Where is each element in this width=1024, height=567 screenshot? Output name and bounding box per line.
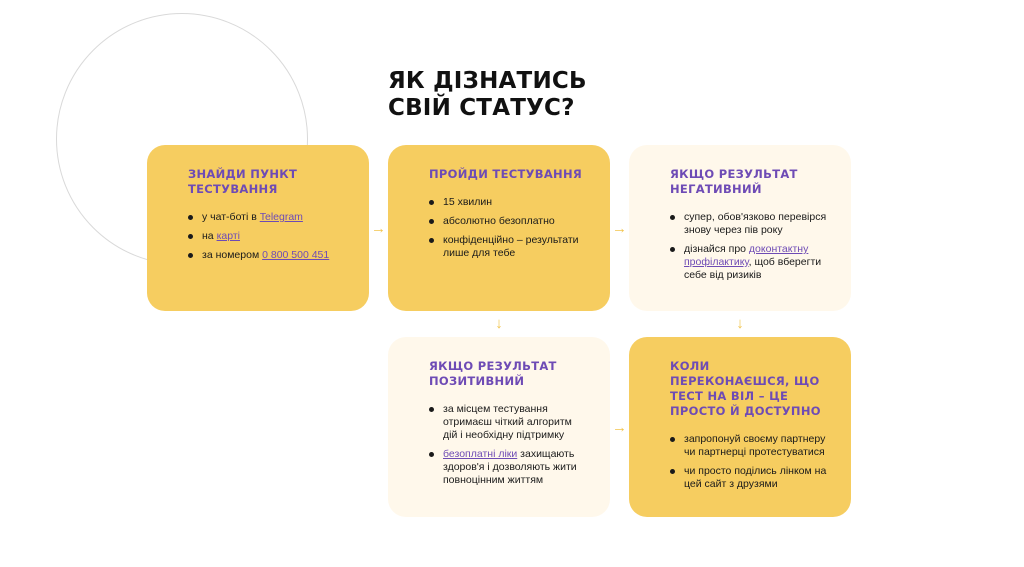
- card-take-test: [388, 145, 610, 311]
- free-medicine-link[interactable]: безоплатні ліки: [443, 448, 518, 460]
- card-negative-result: [629, 145, 851, 311]
- card-list: [429, 403, 586, 487]
- card-heading: ЯКЩО РЕЗУЛЬТАТ ПОЗИТИВНИЙ: [429, 359, 557, 388]
- list-item: 15 хвилин: [429, 196, 586, 209]
- card-positive-result: [388, 337, 610, 517]
- list-item: на карті: [188, 230, 345, 243]
- card-heading: ПРОЙДИ ТЕСТУВАННЯ: [429, 167, 583, 181]
- prep-link[interactable]: доконтактну профілактику: [684, 243, 809, 268]
- arrow-right-icon: →: [612, 419, 627, 436]
- list-item: абсолютно безоплатно: [429, 215, 586, 228]
- arrow-down-icon: ↓: [495, 315, 503, 332]
- list-item: за місцем тестування отримаєш чіткий алгоритм дій і необхідну підтримку: [429, 403, 586, 442]
- card-heading: ЯКЩО РЕЗУЛЬТАТ НЕГАТИВНИЙ: [670, 167, 798, 196]
- map-link[interactable]: карті: [216, 230, 240, 242]
- arrow-right-icon: →: [612, 220, 627, 237]
- phone-link[interactable]: 0 800 500 451: [262, 249, 330, 261]
- arrow-down-icon: ↓: [736, 315, 744, 332]
- card-list: [670, 433, 827, 491]
- card-heading: ЗНАЙДИ ПУНКТ ТЕСТУВАННЯ: [188, 167, 298, 196]
- arrow-right-icon: →: [371, 220, 386, 237]
- telegram-link[interactable]: Telegram: [259, 211, 303, 223]
- list-item: чи просто поділись лінком на цей сайт з друзями: [670, 465, 827, 491]
- list-item: безоплатні ліки захищають здоров'я і дозволяють жити повноцінним життям: [429, 448, 586, 487]
- list-item: у чат-боті в Telegram: [188, 211, 345, 224]
- list-item: запропонуй своєму партнеру чи партнерці протестуватися: [670, 433, 827, 459]
- card-when-convinced: [629, 337, 851, 517]
- list-item: супер, обов'язково перевірся знову через пів року: [670, 211, 827, 237]
- page-title: ЯК ДІЗНАТИСЬ СВІЙ СТАТУС?: [388, 68, 587, 121]
- list-item: за номером 0 800 500 451: [188, 249, 345, 262]
- list-item: дізнайся про доконтактну профілактику, щоб вберегти себе від ризиків: [670, 243, 827, 282]
- list-item: конфіденційно – результати лише для тебе: [429, 234, 586, 260]
- card-list: [670, 211, 827, 282]
- card-list: [188, 211, 345, 262]
- card-list: [429, 196, 586, 260]
- card-heading: КОЛИ ПЕРЕКОНАЄШСЯ, ЩО ТЕСТ НА ВІЛ – ЦЕ ПРОСТО Й ДОСТУПНО: [670, 359, 821, 418]
- card-find-testing-point: [147, 145, 369, 311]
